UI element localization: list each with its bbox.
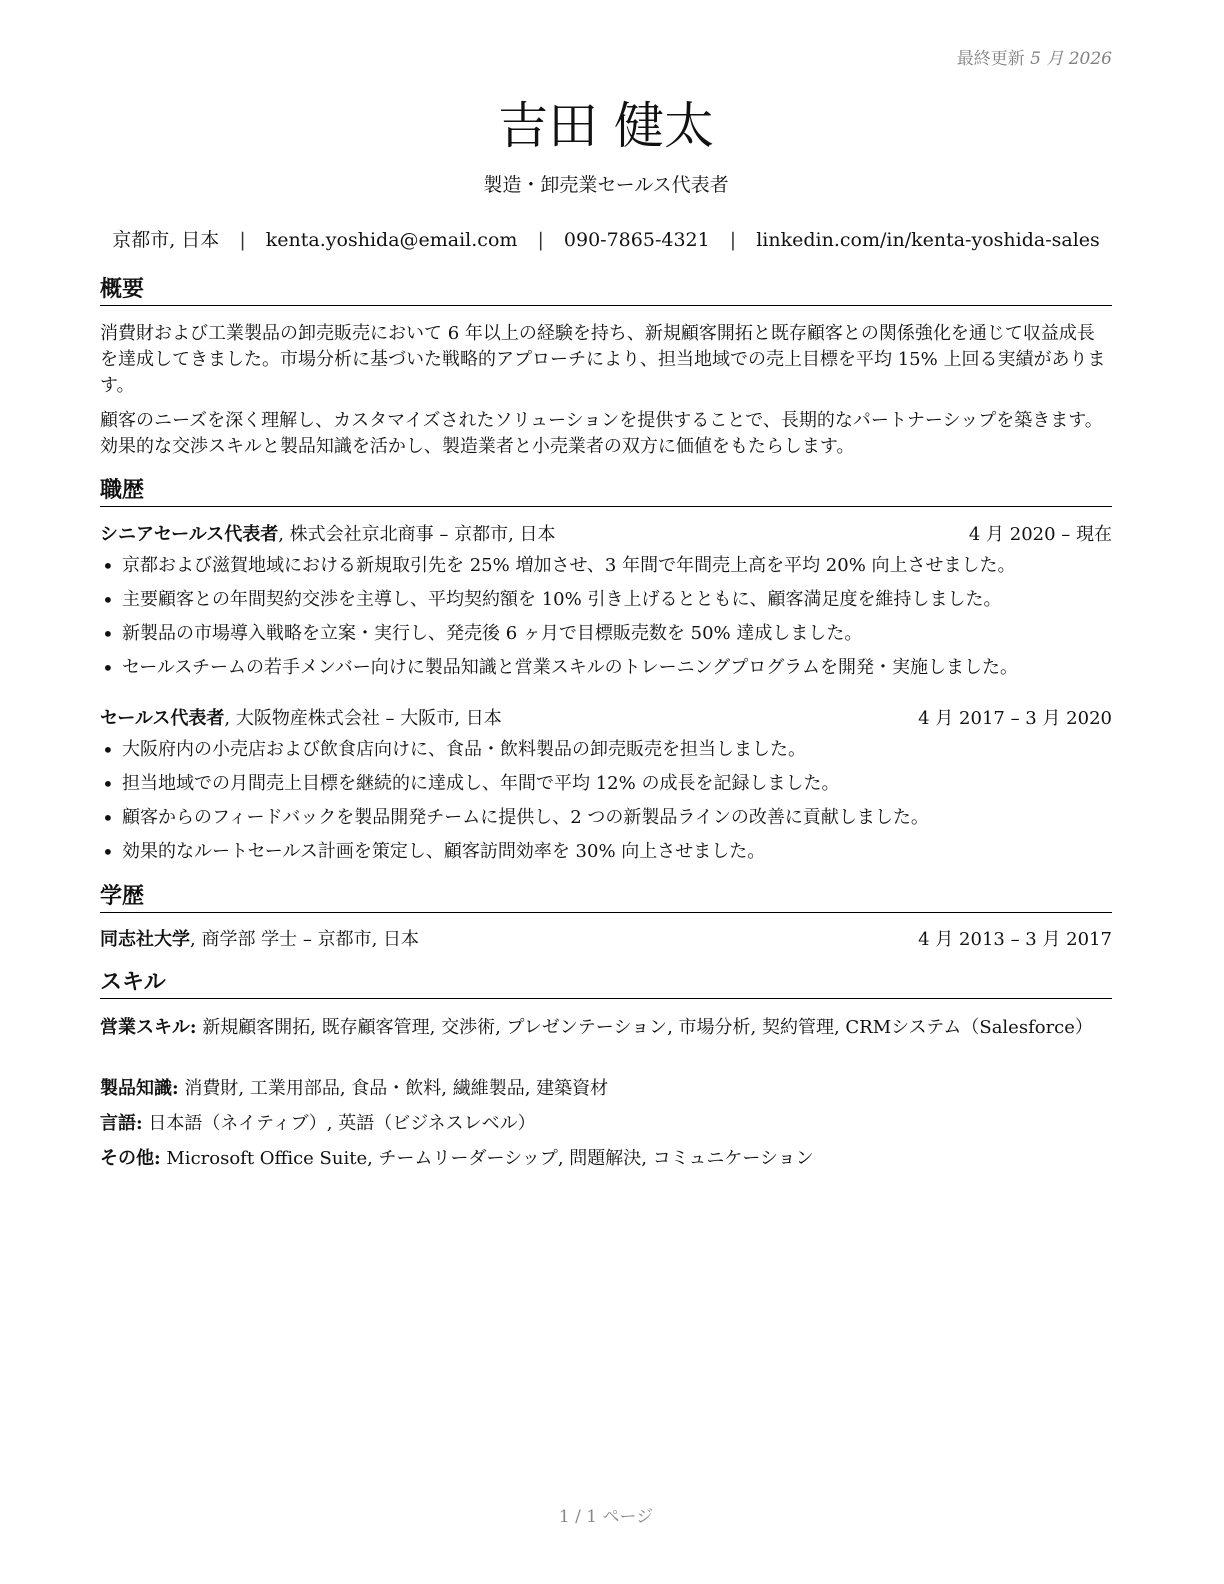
- page-number: 1 / 1 ページ: [558, 1507, 654, 1527]
- skill-label: その他:: [100, 1148, 161, 1169]
- last-updated-date: 5 月 2026: [1030, 49, 1112, 69]
- experience-heading: 職歴: [100, 478, 1112, 507]
- job-title: 製造・卸売業セールス代表者: [483, 174, 729, 196]
- job-bullets: [100, 549, 1112, 685]
- list-item: • 主要顧客との年間契約交渉を主導し、平均契約額を 10% 引き上げるとともに、顧客満足度を維持しました。: [100, 583, 1112, 617]
- education-dates: 4 月 2013 – 3 月 2017: [918, 929, 1112, 950]
- job-role: セールス代表者: [100, 708, 225, 729]
- list-item: • 担当地域での月間売上目標を継続的に達成し、年間で平均 12% の成長を記録しました。: [100, 767, 1112, 801]
- resume-page: [100, 0, 1112, 1584]
- skills-heading: スキル: [100, 970, 1112, 999]
- job-header: [100, 522, 1112, 548]
- job-bullets: [100, 733, 1112, 869]
- contact-separator: |: [729, 229, 737, 251]
- summary-paragraph: 消費財および工業製品の卸売販売において 6 年以上の経験を持ち、新規顧客開拓と既存顧客との関係強化を通じて収益成長を達成してきました。市場分析に基づいた戦略的アプローチにより、担当地域での売上目標を平均 15% 上回る実績があります。: [100, 323, 1106, 396]
- contact-linkedin[interactable]: linkedin.com/in/kenta-yoshida-sales: [756, 229, 1100, 251]
- contact-phone: 090-7865-4321: [563, 229, 710, 251]
- contact-separator: |: [537, 229, 544, 251]
- list-item: • 新製品の市場導入戦略を立案・実行し、発売後 6 ヶ月で目標販売数を 50% 達成しました。: [100, 617, 1112, 651]
- skill-line: [100, 1145, 1112, 1172]
- summary-paragraph: 顧客のニーズを深く理解し、カスタマイズされたソリューションを提供することで、長期的なパートナーシップを築きます。効果的な交渉スキルと製品知識を活かし、製造業者と小売業者の双方に価値をもたらします。: [100, 410, 1103, 457]
- contact-email[interactable]: kenta.yoshida@email.com: [265, 229, 518, 251]
- skill-value: 日本語（ネイティブ）, 英語（ビジネスレベル）: [142, 1113, 536, 1134]
- job-role: シニアセールス代表者: [100, 524, 279, 545]
- contact-line: [100, 225, 1112, 252]
- skill-label: 製品知識:: [100, 1078, 179, 1099]
- skill-line: [100, 1014, 1112, 1041]
- list-item: • 顧客からのフィードバックを製品開発チームに提供し、2 つの新製品ラインの改善に貢献しました。: [100, 801, 1112, 835]
- skill-value: 新規顧客開拓, 既存顧客管理, 交渉術, プレゼンテーション, 市場分析, 契約管理, CRMシステム（Salesforce）: [196, 1017, 1093, 1038]
- job-org: , 大阪物産株式会社 – 大阪市, 日本: [224, 708, 502, 729]
- last-updated: 最終更新 5 月 2026: [956, 49, 1112, 69]
- skill-label: 営業スキル:: [100, 1017, 197, 1038]
- job-dates: 4 月 2017 – 3 月 2020: [918, 708, 1112, 729]
- list-item: • 京都および滋賀地域における新規取引先を 25% 増加させ、3 年間で年間売上高を平均 20% 向上させました。: [100, 549, 1112, 583]
- skill-line: [100, 1075, 1112, 1102]
- skill-line: [100, 1110, 1112, 1137]
- degree-detail: , 商学部 学士 – 京都市, 日本: [190, 929, 420, 950]
- skill-label: 言語:: [100, 1113, 143, 1134]
- skill-value: 消費財, 工業用部品, 食品・飲料, 繊維製品, 建築資材: [178, 1078, 609, 1099]
- list-item: • セールスチームの若手メンバー向けに製品知識と営業スキルのトレーニングプログラムを開発・実施しました。: [100, 651, 1112, 685]
- job-org: , 株式会社京北商事 – 京都市, 日本: [278, 524, 556, 545]
- contact-location: 京都市, 日本: [112, 229, 220, 251]
- education-row: [100, 927, 1112, 953]
- job-dates: 4 月 2020 – 現在: [968, 524, 1112, 545]
- job-header: [100, 706, 1112, 732]
- school-name: 同志社大学: [100, 929, 190, 950]
- education-heading: 学歴: [100, 884, 1112, 913]
- skill-value: Microsoft Office Suite, チームリーダーシップ, 問題解決, コミュニケーション: [160, 1148, 814, 1169]
- list-item: • 効果的なルートセールス計画を策定し、顧客訪問効率を 30% 向上させました。: [100, 835, 1112, 869]
- summary-heading: 概要: [100, 277, 1112, 306]
- list-item: • 大阪府内の小売店および飲食店向けに、食品・飲料製品の卸売販売を担当しました。: [100, 733, 1112, 767]
- contact-separator: |: [239, 229, 246, 251]
- candidate-name: 吉田 健太: [498, 97, 714, 155]
